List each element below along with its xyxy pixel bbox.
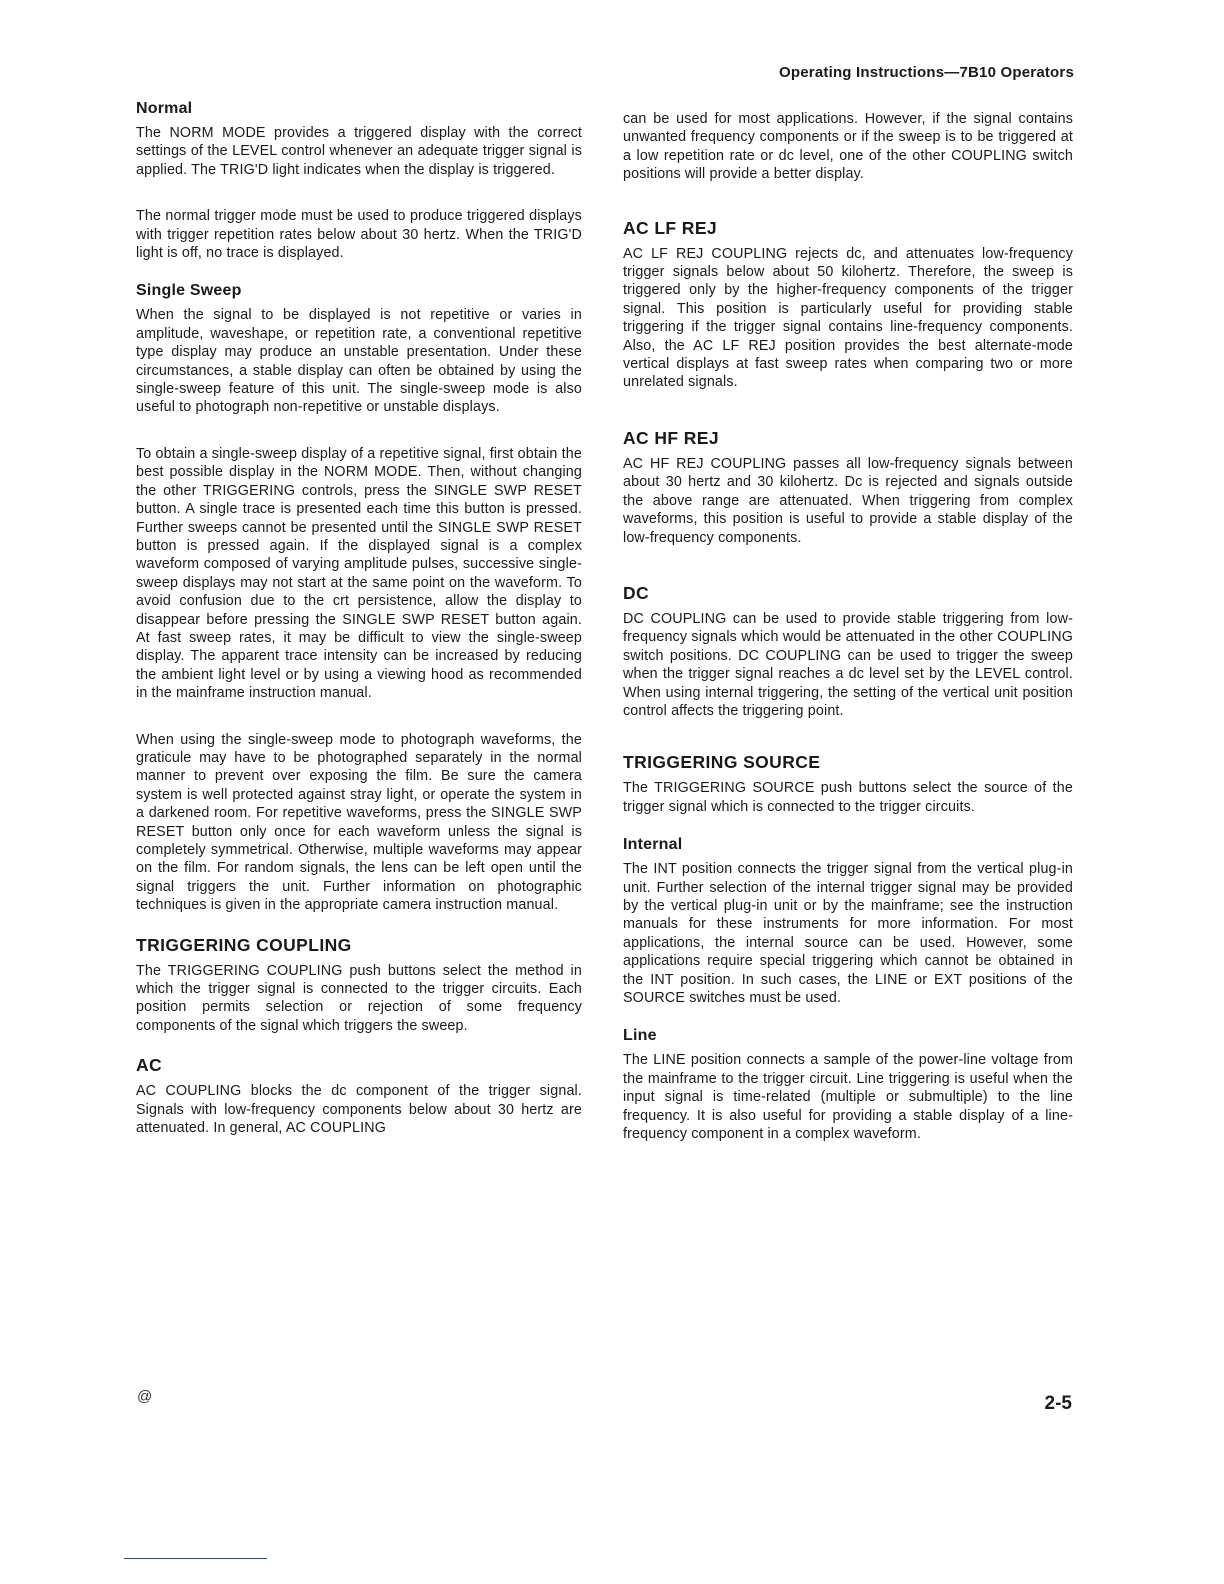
heading-line: Line xyxy=(623,1027,657,1045)
heading-normal: Normal xyxy=(136,100,193,117)
heading-ac-hf-rej: AC HF REJ xyxy=(623,427,719,448)
paragraph: The INT position connects the trigger signal from the vertical plug-in unit. Further selection of the internal trigger signal may be provided by the vertical plug-in unit or by the mainframe; see the instruction manuals for these instruments for more information. For most applications, the internal source can be used. However, some applications require special triggering which cannot be obtained in the INT position. In such cases, the LINE or EXT positions of the SOURCE switches must be used. xyxy=(623,861,1073,1006)
heading-triggering-coupling: TRIGGERING COUPLING xyxy=(136,934,352,955)
running-header: Operating Instructions—7B10 Operators xyxy=(779,64,1074,81)
page-number: 2-5 xyxy=(1044,1393,1072,1414)
paragraph: The TRIGGERING COUPLING push buttons select the method in which the trigger signal is connected to the trigger circuits. Each position permits selection or rejection of some frequency components of the signal which triggers the sweep. xyxy=(136,962,582,1034)
heading-ac: AC xyxy=(136,1055,163,1076)
paragraph: The normal trigger mode must be used to produce triggered displays with trigger repetition rates below about 30 hertz. When the TRIG'D light is off, no trace is displayed. xyxy=(136,208,582,262)
right-column xyxy=(623,110,1073,1158)
paragraph: The NORM MODE provides a triggered display with the correct settings of the LEVEL control whenever an adequate trigger signal is applied. The TRIG'D light indicates when the display is triggered. xyxy=(136,125,582,178)
paragraph: can be used for most applications. However, if the signal contains unwanted frequency components or if the sweep is to be triggered at a low repetition rate or dc level, one of the other COUPLING switch positions will provide a better display. xyxy=(623,111,1073,183)
footer-mark: @ xyxy=(137,1388,153,1405)
heading-single-sweep: Single Sweep xyxy=(136,282,242,300)
paragraph: AC LF REJ COUPLING rejects dc, and attenuates low-frequency trigger signals below about 50 kilohertz. Therefore, the sweep is triggered only by the higher-frequency components of the trigger signal. This position is particularly useful for providing stable triggering if the trigger signal contains line-frequency components. Also, the AC LF REJ position provides the best alternate-mode vertical displays at fast sweep rates when comparing two or more unrelated signals. xyxy=(623,245,1073,391)
paragraph: The LINE position connects a sample of the power-line voltage from the mainframe to the trigger circuit. Line triggering is useful when the input signal is time-related (multiple or submultiple) to the line frequency. It is also useful for providing a stable display of a line-frequency component in a complex waveform. xyxy=(623,1052,1073,1143)
paragraph: When the signal to be displayed is not repetitive or varies in amplitude, waveshape, or repetition rate, a conventional repetitive type display may produce an unstable presentation. Under these circumstances, a stable display can often be obtained by using the single-sweep feature of this unit. The single-sweep mode is also useful to photograph non-repetitive or unstable displays. xyxy=(136,307,582,416)
heading-internal: Internal xyxy=(623,836,683,854)
heading-ac-lf-rej: AC LF REJ xyxy=(623,217,718,238)
heading-triggering-source: TRIGGERING SOURCE xyxy=(623,752,821,773)
paragraph: The TRIGGERING SOURCE push buttons select the source of the trigger signal which is connected to the trigger circuits. xyxy=(623,780,1073,815)
heading-dc: DC xyxy=(623,582,650,603)
bottom-rule xyxy=(124,1558,267,1559)
paragraph: AC HF REJ COUPLING passes all low-frequency signals between about 30 hertz and 30 kilohertz. Dc is rejected and signals outside the above range are attenuated. When triggering from complex waveforms, this position is useful to provide a stable display of the low-frequency components. xyxy=(623,455,1073,546)
paragraph: When using the single-sweep mode to photograph waveforms, the graticule may have to be photographed separately in the normal manner to prevent over exposing the film. Be sure the camera system is well protected against stray light, or operate the system in a darkened room. For repetitive waveforms, press the SINGLE SWP RESET button only once for each waveform unless the signal is completely symmetrical. Otherwise, multiple waveforms may appear on the film. For random signals, the lens can be left open until the signal triggers the unit. Further information on photographic techniques is given in the appropriate camera instruction manual. xyxy=(136,731,582,914)
paragraph: To obtain a single-sweep display of a repetitive signal, first obtain the best possible display in the NORM MODE. Then, without changing the other TRIGGERING controls, press the SINGLE SWP RESET button. A single trace is presented each time this button is pressed. Further sweeps cannot be presented until the SINGLE SWP RESET button is pressed again. If the displayed signal is a complex waveform composed of varying amplitude pulses, successive single-sweep displays may not start at the same point on the waveform. To avoid confusion due to the crt persistence, allow the display to disappear before pressing the SINGLE SWP RESET button again. At fast sweep rates, it may be difficult to view the single-sweep display. The apparent trace intensity can be increased by reducing the ambient light level or by using a viewing hood as recommended in the mainframe instruction manual. xyxy=(136,445,582,702)
left-column xyxy=(136,100,582,1152)
paragraph: DC COUPLING can be used to provide stable triggering from low-frequency signals which would be attenuated in the other COUPLING switch positions. DC COUPLING can be used to trigger the sweep when the trigger signal reaches a dc level set by the LEVEL control. When using internal triggering, the setting of the vertical unit position control affects the triggering point. xyxy=(623,610,1073,719)
paragraph: AC COUPLING blocks the dc component of the trigger signal. Signals with low-frequency components below about 30 hertz are attenuated. In general, AC COUPLING xyxy=(136,1083,582,1137)
